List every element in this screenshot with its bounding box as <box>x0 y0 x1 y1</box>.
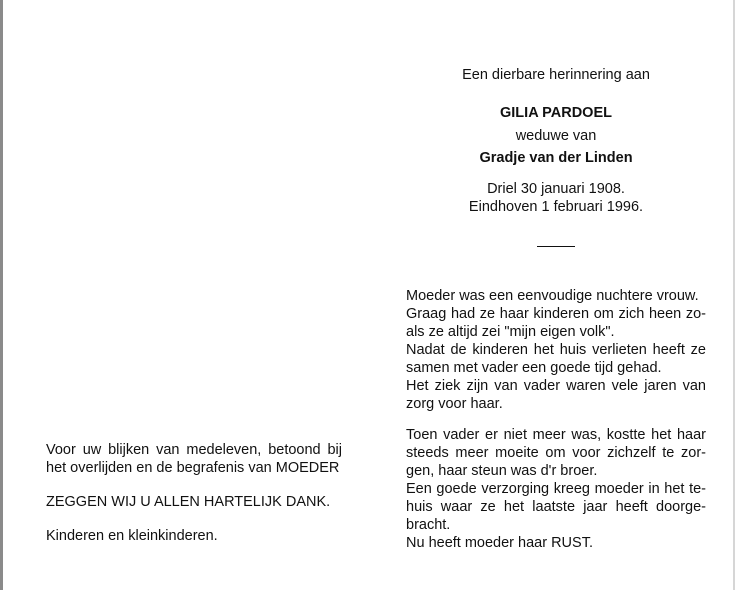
poem-stanza-2 <box>406 426 706 552</box>
poem-line: bracht. <box>406 517 451 533</box>
poem-line: zorg voor haar. <box>406 396 503 412</box>
poem-line: Toen vader er niet meer was, kostte het haar <box>406 427 706 443</box>
death-line: Eindhoven 1 februari 1996. <box>468 199 644 215</box>
poem-line: als ze altijd zei "mijn eigen volk". <box>406 324 615 340</box>
deceased-name: GILIA PARDOEL <box>500 105 612 121</box>
poem-line: Graag had ze haar kinderen om zich heen zo- <box>406 306 706 322</box>
poem-line: steeds meer moeite om voor zichzelf te zor- <box>406 445 706 461</box>
divider-line <box>537 246 575 247</box>
signoff: Kinderen en kleinkinderen. <box>46 528 218 544</box>
relation-text: weduwe van <box>515 128 597 144</box>
thanks-line: het overlijden en de begrafenis van MOEDER <box>46 460 340 476</box>
poem-line: Moeder was een eenvoudige nuchtere vrouw. <box>406 288 699 304</box>
intro-text: Een dierbare herinnering aan <box>462 67 650 83</box>
poem-line: gen, haar steun was d'r broer. <box>406 463 598 479</box>
spouse-name: Gradje van der Linden <box>479 150 633 166</box>
thanks-text <box>46 441 342 477</box>
thanks-closing: ZEGGEN WIJ U ALLEN HARTELIJK DANK. <box>46 494 331 510</box>
poem-line: Een goede verzorging kreeg moeder in het te- <box>406 481 706 497</box>
thanks-line: Voor uw blijken van medeleven, betoond bij <box>46 442 342 458</box>
poem-line: Nadat de kinderen het huis verlieten heeft ze <box>406 342 706 358</box>
poem-line: Nu heeft moeder haar RUST. <box>406 535 593 551</box>
birth-line: Driel 30 januari 1908. <box>487 181 625 197</box>
poem-line: samen met vader een goede tijd gehad. <box>406 360 662 376</box>
poem-line: huis waar ze het laatste jaar heeft doorge- <box>406 499 706 515</box>
poem-line: Het ziek zijn van vader waren vele jaren van <box>406 378 706 394</box>
card-left-edge <box>0 0 3 590</box>
poem-stanza-1 <box>406 287 706 413</box>
